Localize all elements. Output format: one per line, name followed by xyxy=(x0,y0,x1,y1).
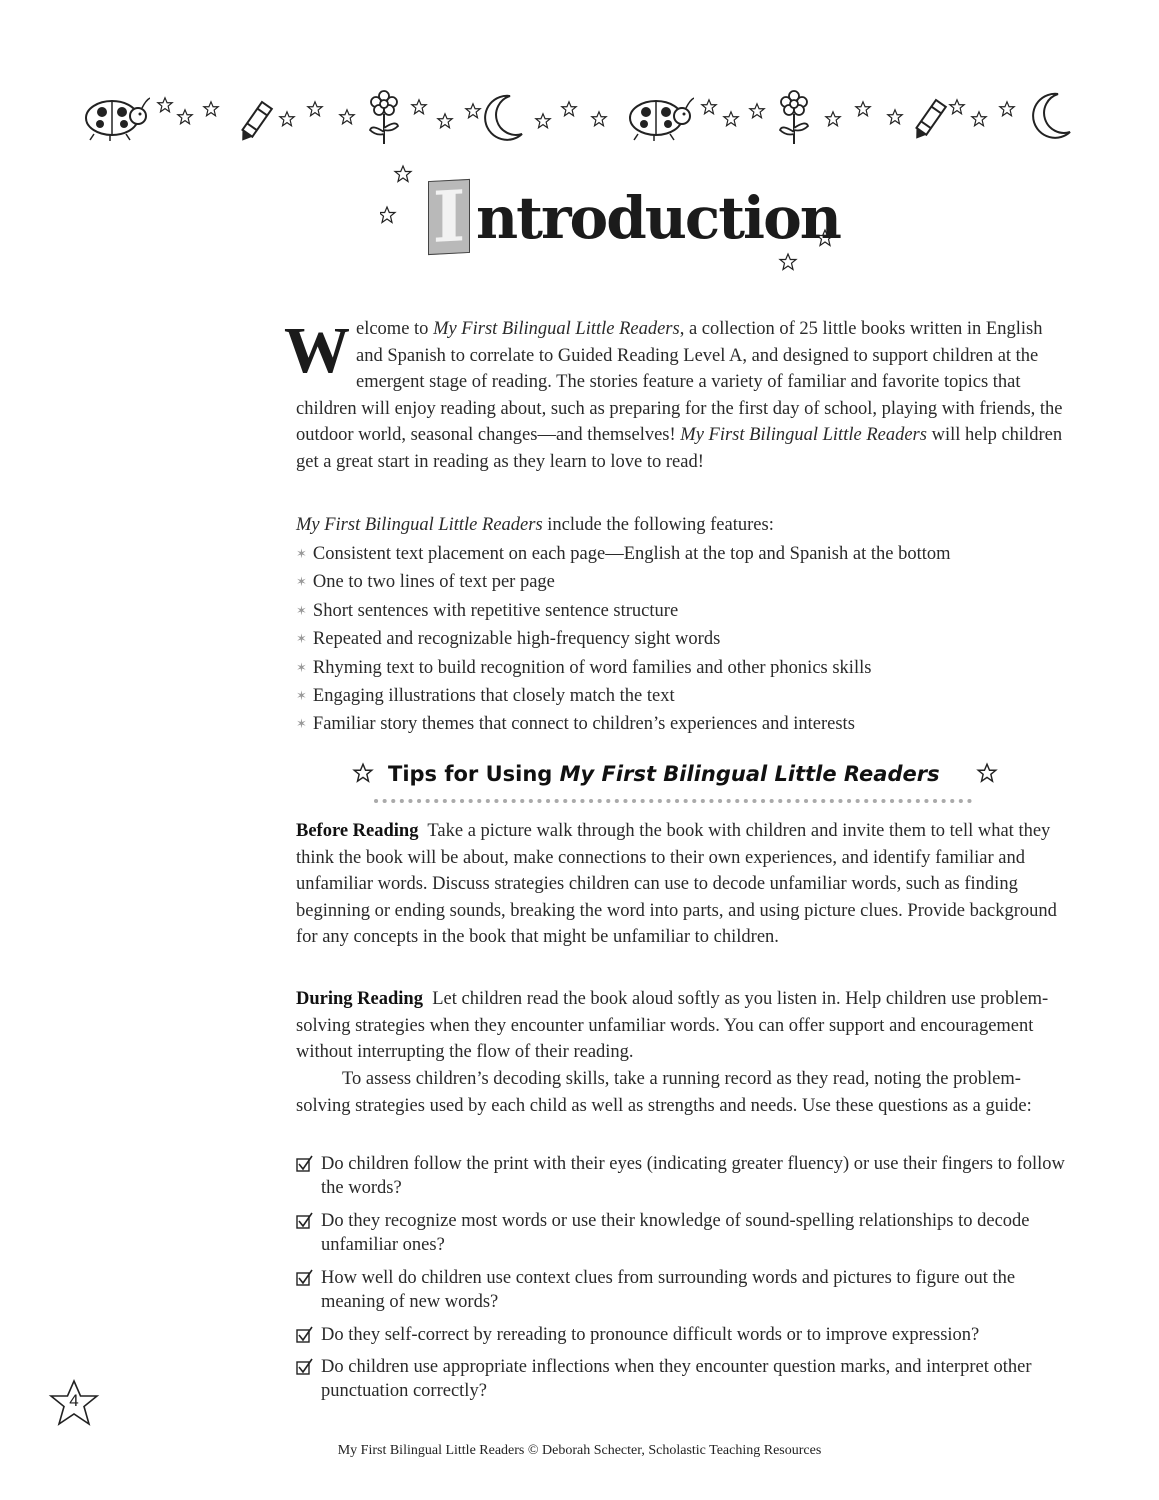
star-bullet-icon: ✶ xyxy=(296,687,307,703)
tips-heading xyxy=(388,762,988,786)
checkbox-icon xyxy=(296,1269,314,1287)
dotted-divider xyxy=(374,798,974,804)
list-item-text: Engaging illustrations that closely match the text xyxy=(312,685,675,706)
checkbox-icon xyxy=(296,1155,314,1173)
checklist-item xyxy=(296,1323,1066,1347)
title-text: ntroduction xyxy=(476,184,840,252)
list-item xyxy=(296,682,1076,710)
checkbox-icon xyxy=(296,1212,314,1230)
tips-heading-text: Tips for Using xyxy=(388,762,560,786)
checklist-text: Do children follow the print with their eyes (indicating greater fluency) or use their fingers to follow the words? xyxy=(321,1154,1065,1198)
list-item xyxy=(296,654,1076,682)
title-initial-box xyxy=(428,174,470,259)
checklist-item xyxy=(296,1266,1066,1314)
list-item-text: Consistent text placement on each page—English at the top and Spanish at the bottom xyxy=(312,544,951,564)
before-reading-label: Before Reading xyxy=(296,821,419,841)
intro-book-title-2: My First Bilingual Little Readers xyxy=(680,425,927,445)
star-bullet-icon: ✶ xyxy=(296,574,307,590)
intro-text-b: , a collection of 25 little books written in English and Spanish to correlate to Guided Reading Level A, and designed to support children at the emergent stage of reading. The stories feature a variety of familiar and favorite topics that children will enjoy reading about, such as preparing for the first day of school, playing with friends, the outdoor world, seasonal changes—and themselves! xyxy=(296,319,1063,445)
decorative-border xyxy=(80,88,1080,148)
intro-paragraph xyxy=(284,314,1066,475)
checklist-item xyxy=(296,1355,1066,1403)
star-icon xyxy=(976,762,998,784)
checklist-text: Do children use appropriate inflections when they encounter question marks, and interpret other punctuation correctly? xyxy=(321,1357,1032,1401)
checklist-text: How well do children use context clues from surrounding words and pictures to figure out the meaning of new words? xyxy=(321,1268,1016,1312)
drop-cap: W xyxy=(284,314,350,387)
intro-text-c: will help children get a great start in reading as they learn to love to read! xyxy=(296,425,1063,472)
list-item xyxy=(296,597,1076,625)
list-item-text: One to two lines of text per page xyxy=(312,572,555,593)
before-reading-text: Take a picture walk through the book with children and invite them to tell what they think the book will be about, make connections to their own experiences, and identify familiar and unfamiliar words. Discuss strategies children can use to decode unfamiliar words, such as finding beginning or ending sounds, breaking the word into parts, and using picture clues. Provide background for any concepts in the book that might be unfamiliar to children. xyxy=(296,821,1057,947)
features-lead xyxy=(296,512,1056,539)
intro-book-title: My First Bilingual Little Readers xyxy=(433,319,680,339)
features-list xyxy=(296,540,1076,739)
star-bullet-icon: ✶ xyxy=(296,659,307,675)
list-item xyxy=(296,540,1076,568)
star-bullet-icon: ✶ xyxy=(296,602,307,618)
star-bullet-icon: ✶ xyxy=(296,716,307,732)
star-bullet-icon: ✶ xyxy=(296,546,307,561)
star-bullet-icon: ✶ xyxy=(296,631,307,647)
page-title xyxy=(380,160,850,275)
features-lead-text: include the following features: xyxy=(542,515,774,535)
intro-text-a: elcome to xyxy=(356,319,434,339)
checklist-text: Do they self-correct by rereading to pronounce difficult words or to improve expression? xyxy=(321,1325,980,1345)
list-item-text: Short sentences with repetitive sentence structure xyxy=(312,600,679,621)
checklist-item xyxy=(296,1152,1066,1200)
tips-heading-title: My First Bilingual Little Readers xyxy=(559,762,940,786)
list-item xyxy=(296,568,1076,596)
checkbox-icon xyxy=(296,1358,314,1376)
checklist-text: Do they recognize most words or use their knowledge of sound-spelling relationships to decode unfamiliar ones? xyxy=(321,1211,1030,1255)
list-item-text: Repeated and recognizable high-frequency sight words xyxy=(312,629,721,650)
title-initial: I xyxy=(432,174,466,259)
during-reading-paragraph xyxy=(296,986,1066,1066)
during-reading-text: Let children read the book aloud softly as you listen in. Help children use problem-solving strategies when they encounter unfamiliar words. You can offer support and encouragement without interrupting the flow of their reading. xyxy=(296,989,1049,1062)
list-item xyxy=(296,625,1076,653)
assess-paragraph: To assess children’s decoding skills, take a running record as they read, noting the problem-solving strategies used by each child as well as strengths and needs. Use these questions as a guide: xyxy=(296,1069,1032,1116)
page-number: 4 xyxy=(69,1391,79,1410)
list-item xyxy=(296,710,1076,738)
checkbox-icon xyxy=(296,1326,314,1344)
star-icon xyxy=(352,762,374,784)
footer-credit: My First Bilingual Little Readers © Deborah Schecter, Scholastic Teaching Resources xyxy=(337,1443,822,1458)
before-reading-paragraph xyxy=(296,818,1066,951)
list-item-text: Familiar story themes that connect to children’s experiences and interests xyxy=(312,714,855,735)
features-lead-title: My First Bilingual Little Readers xyxy=(296,515,543,535)
during-reading-label: During Reading xyxy=(296,989,423,1009)
checklist-item xyxy=(296,1209,1066,1257)
list-item-text: Rhyming text to build recognition of word families and other phonics skills xyxy=(312,657,872,678)
